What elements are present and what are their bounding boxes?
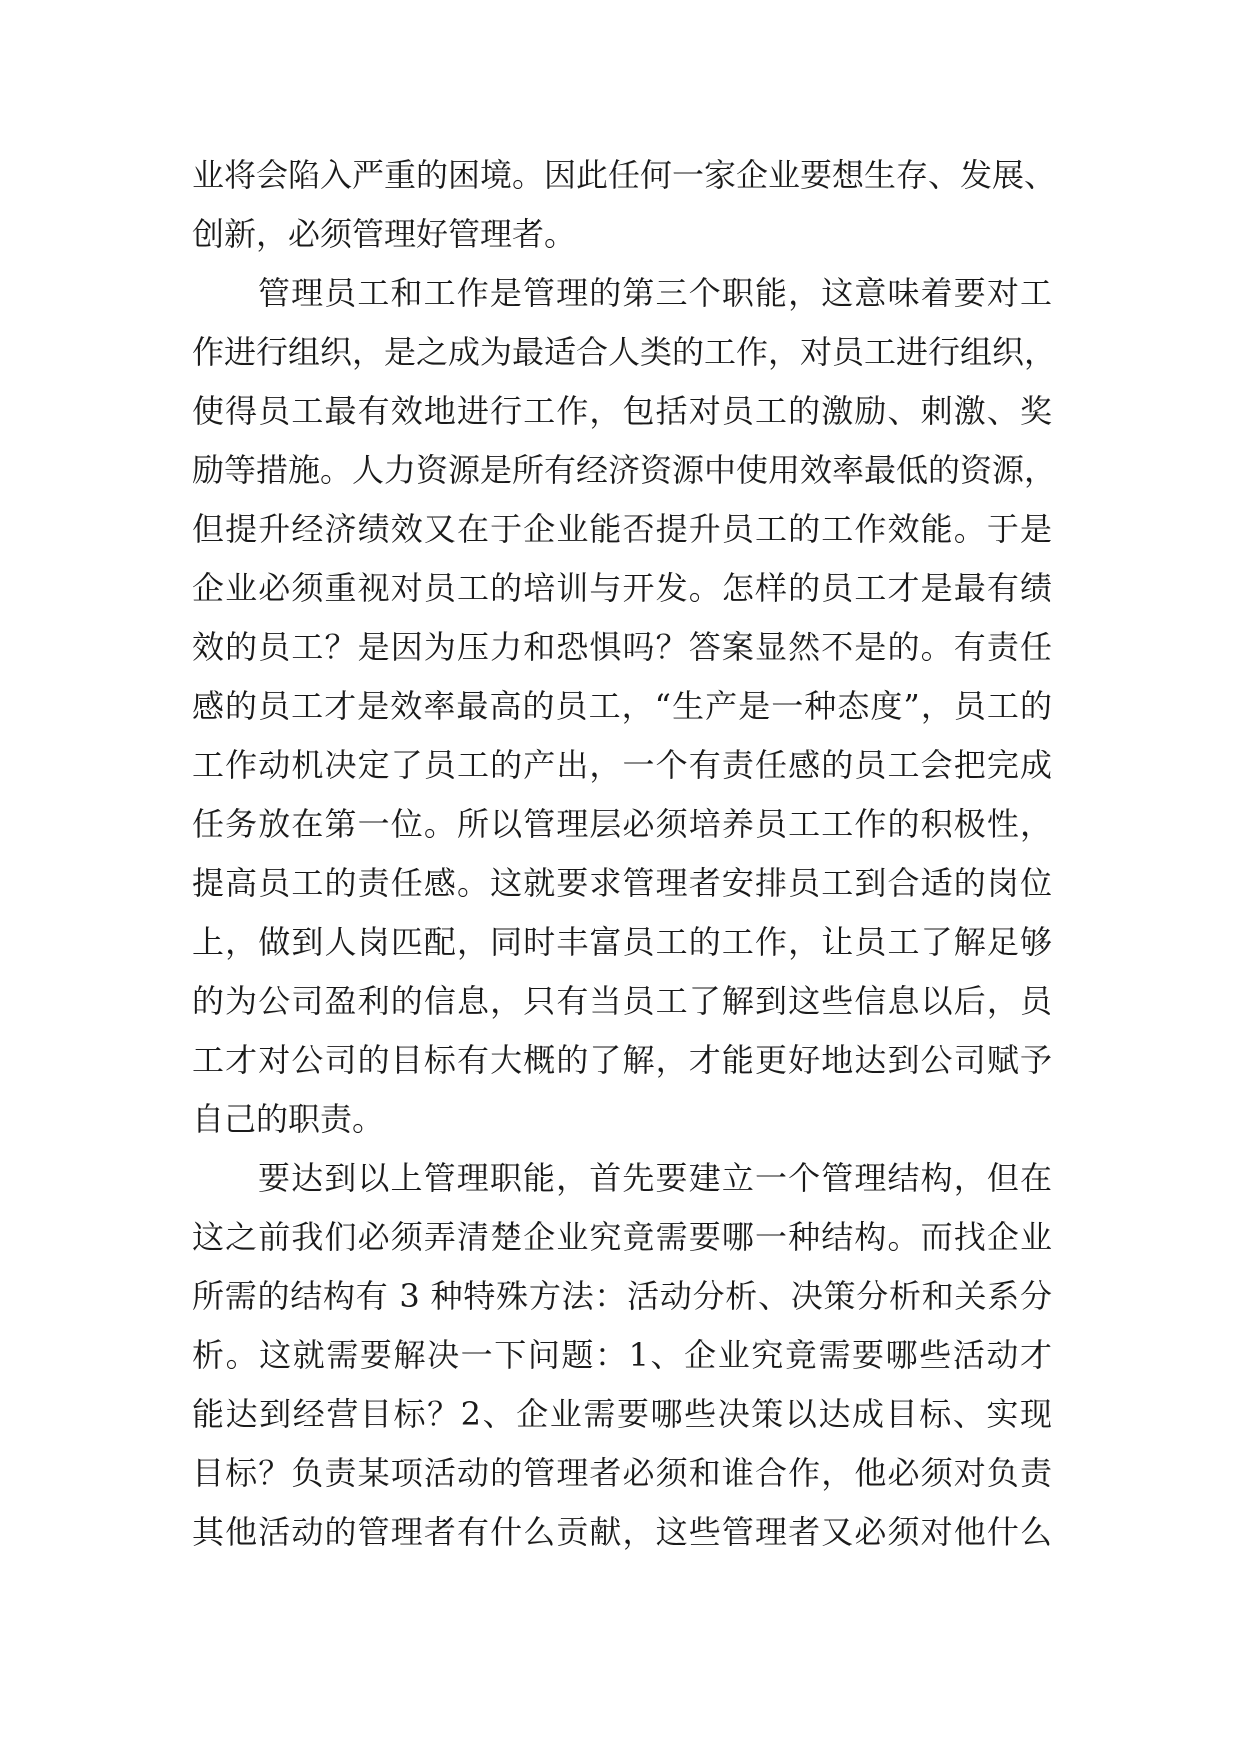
text-line: 使得员工最有效地进行工作，包括对员工的激励、刺激、奖	[192, 392, 1052, 430]
text-line: 工才对公司的目标有大概的了解，才能更好地达到公司赋予	[192, 1041, 1052, 1079]
text-line: 作进行组织，是之成为最适合人类的工作，对员工进行组织，	[192, 333, 1057, 371]
text-line: 能达到经营目标？2、企业需要哪些决策以达成目标、实现	[192, 1395, 1052, 1433]
text-line: 自己的职责。	[192, 1100, 385, 1138]
text-line: 业将会陷入严重的困境。因此任何一家企业要想生存、发展、	[192, 156, 1057, 194]
text-line: 企业必须重视对员工的培训与开发。怎样的员工才是最有绩	[192, 569, 1052, 607]
text-line: 这之前我们必须弄清楚企业究竟需要哪一种结构。而找企业	[192, 1218, 1052, 1256]
text-line: 励等措施。人力资源是所有经济资源中使用效率最低的资源，	[192, 451, 1057, 489]
text-line: 任务放在第一位。所以管理层必须培养员工工作的积极性，	[192, 805, 1052, 843]
text-line: 其他活动的管理者有什么贡献，这些管理者又必须对他什么	[192, 1513, 1052, 1551]
body-text	[192, 146, 1057, 1562]
text-line: 但提升经济绩效又在于企业能否提升员工的工作效能。于是	[192, 510, 1052, 548]
text-line: 提高员工的责任感。这就要求管理者安排员工到合适的岗位	[192, 864, 1052, 902]
paragraph-first-line: 管理员工和工作是管理的第三个职能，这意味着要对工	[258, 274, 1052, 312]
text-line: 效的员工？是因为压力和恐惧吗？答案显然不是的。有责任	[192, 628, 1052, 666]
text-line: 目标？负责某项活动的管理者必须和谁合作，他必须对负责	[192, 1454, 1052, 1492]
text-line: 析。这就需要解决一下问题：1、企业究竟需要哪些活动才	[192, 1336, 1052, 1374]
text-line: 上，做到人岗匹配，同时丰富员工的工作，让员工了解足够	[192, 923, 1052, 961]
text-line: 创新，必须管理好管理者。	[192, 215, 577, 253]
text-line: 所需的结构有 3 种特殊方法：活动分析、决策分析和关系分	[192, 1277, 1052, 1315]
text-line: 感的员工才是效率最高的员工，“生产是一种态度”，员工的	[192, 687, 1052, 725]
text-line: 的为公司盈利的信息，只有当员工了解到这些信息以后，员	[192, 982, 1052, 1020]
paragraph-first-line: 要达到以上管理职能，首先要建立一个管理结构，但在	[258, 1159, 1052, 1197]
text-line: 工作动机决定了员工的产出，一个有责任感的员工会把完成	[192, 746, 1052, 784]
